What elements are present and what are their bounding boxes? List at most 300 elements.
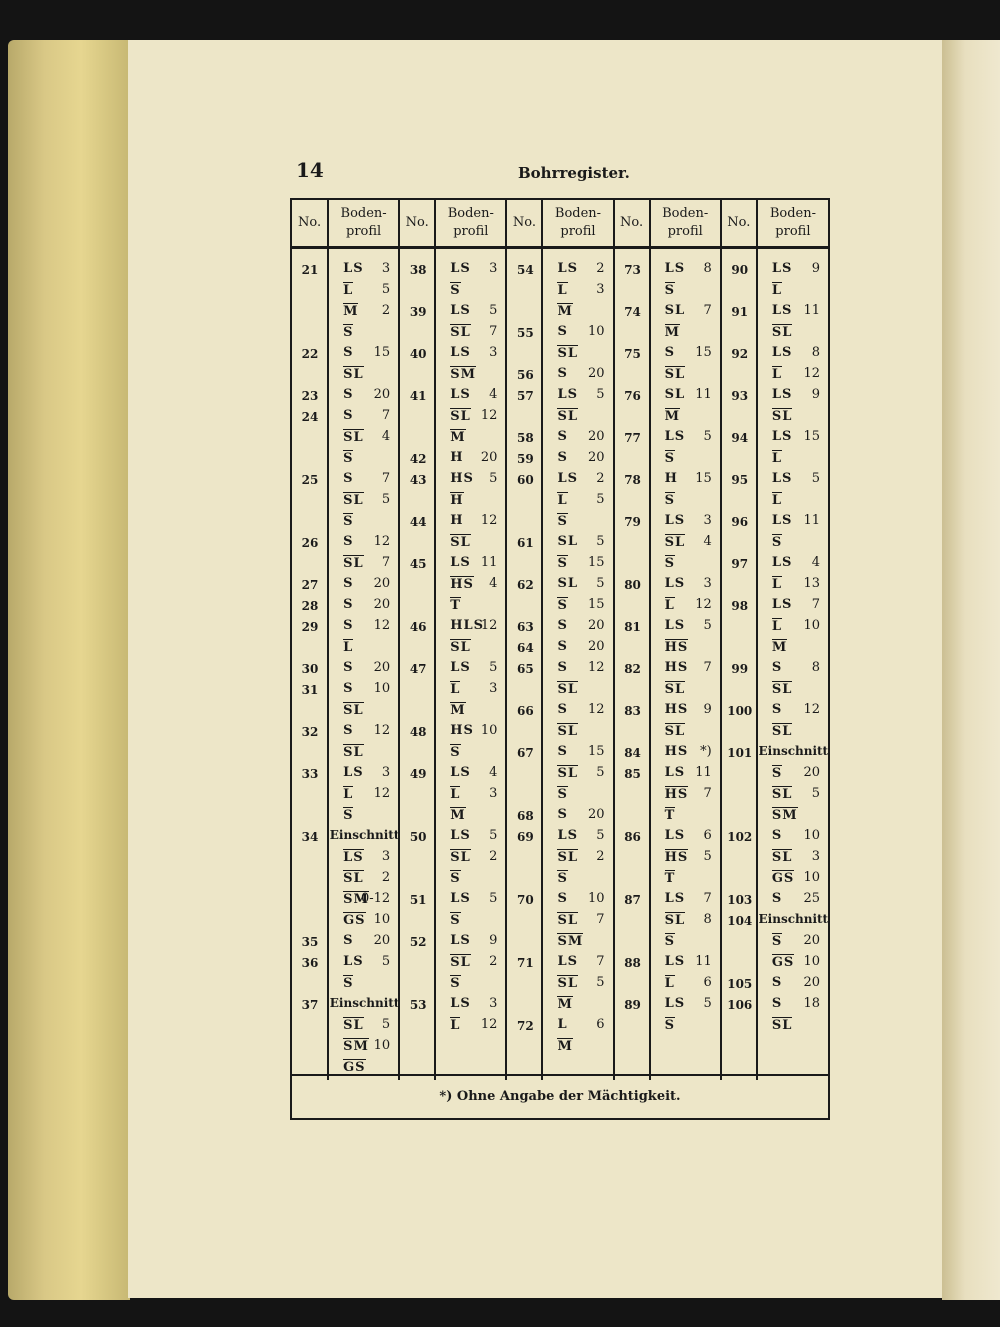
profile-line <box>436 450 505 471</box>
soil-type: LS <box>557 387 578 402</box>
profile-line <box>758 555 828 576</box>
profile-line <box>436 576 505 597</box>
number-spacer <box>722 870 756 891</box>
boring-number <box>400 765 434 786</box>
layer-thickness: 3 <box>489 996 498 1011</box>
boring-number <box>292 954 327 975</box>
profile-line <box>758 387 828 408</box>
boring-number <box>615 471 649 492</box>
layer-thickness: 20 <box>373 576 391 591</box>
boring-number <box>400 513 434 534</box>
number-spacer <box>615 408 649 429</box>
profile-line <box>651 807 720 828</box>
boring-number <box>722 261 756 282</box>
soil-type: S <box>664 556 676 571</box>
layer-thickness: 5 <box>703 849 712 864</box>
soil-type: SL <box>771 724 793 739</box>
profile-line <box>758 261 828 282</box>
profile-line <box>758 807 828 828</box>
number-spacer <box>292 282 327 303</box>
boring-number <box>292 597 327 618</box>
profile-line <box>436 660 505 681</box>
number-spacer <box>615 492 649 513</box>
layer-thickness: 5 <box>703 996 712 1011</box>
soil-type: SL <box>664 303 686 318</box>
soil-type: HS <box>664 744 689 759</box>
layer-thickness: 10 <box>373 1038 391 1053</box>
boring-number-value: 72 <box>517 1019 534 1033</box>
number-spacer <box>292 513 327 534</box>
profile-line <box>543 786 612 807</box>
boring-number-value: 30 <box>301 662 319 676</box>
soil-type: S <box>450 283 461 298</box>
boring-number <box>615 303 649 324</box>
number-spacer <box>507 870 541 891</box>
profile-line <box>651 345 720 366</box>
number-spacer <box>722 849 756 870</box>
section-label: Einschnitt <box>758 744 829 758</box>
boring-number <box>722 660 756 681</box>
profile-line <box>651 387 720 408</box>
soil-type: LS <box>557 828 578 843</box>
soil-type: T <box>664 808 676 823</box>
soil-type: LS <box>771 261 793 276</box>
boring-number <box>292 261 327 282</box>
profile-line <box>543 303 612 324</box>
number-spacer <box>292 786 327 807</box>
layer-thickness: 12 <box>695 597 712 612</box>
profile-line <box>329 660 398 681</box>
soil-type: L <box>771 619 782 634</box>
soil-type: HLS <box>450 618 485 633</box>
boring-number <box>292 933 327 954</box>
number-spacer <box>615 639 649 660</box>
soil-type: L <box>557 493 568 508</box>
number-spacer <box>722 807 756 828</box>
boring-number <box>292 345 327 366</box>
header-bodenprofil: Boden-profil <box>542 200 613 248</box>
profile-line <box>651 492 720 513</box>
layer-thickness: 15 <box>588 555 605 570</box>
layer-thickness: 10 <box>588 891 605 906</box>
profile-line <box>651 1017 720 1038</box>
soil-type: SL <box>664 724 686 739</box>
number-spacer <box>507 345 541 366</box>
profile-line <box>436 996 505 1017</box>
profile-line <box>329 282 398 303</box>
boring-number <box>507 891 541 912</box>
profile-line <box>651 744 720 765</box>
profile-line <box>758 1017 828 1038</box>
boring-number <box>722 387 756 408</box>
layer-thickness: 25 <box>803 891 820 906</box>
soil-type: SM <box>343 892 369 907</box>
number-spacer <box>400 849 434 870</box>
boring-number <box>722 891 756 912</box>
number-spacer <box>507 765 541 786</box>
boring-number-value: 73 <box>624 263 641 277</box>
boring-number <box>400 891 434 912</box>
number-spacer <box>615 1017 649 1038</box>
profile-line <box>651 996 720 1017</box>
soil-type: S <box>664 451 676 466</box>
layer-thickness: 12 <box>480 1017 498 1032</box>
boring-number-value: 102 <box>727 830 753 844</box>
number-spacer <box>400 870 434 891</box>
boring-number <box>292 618 327 639</box>
profile-line <box>543 576 612 597</box>
number-spacer <box>507 408 541 429</box>
number-spacer <box>615 282 649 303</box>
profile-line <box>651 534 720 555</box>
table-header-row <box>292 200 828 248</box>
profile-line <box>436 765 505 786</box>
number-spacer <box>615 450 649 471</box>
soil-type: S <box>557 598 568 613</box>
soil-type: L <box>343 283 354 298</box>
layer-thickness: 12 <box>803 702 820 717</box>
profile-line <box>436 807 505 828</box>
profile-line <box>543 555 612 576</box>
profile-line <box>651 681 720 702</box>
profile-line <box>329 681 398 702</box>
layer-thickness: 2 <box>489 849 498 864</box>
profile-line <box>543 828 612 849</box>
boring-number-value: 74 <box>624 305 641 319</box>
layer-thickness: 7 <box>489 324 498 339</box>
soil-type: S <box>771 766 783 781</box>
soil-type: SL <box>343 367 364 382</box>
soil-type: M <box>664 409 681 424</box>
layer-thickness: 10 <box>803 870 820 885</box>
boring-number <box>400 471 434 492</box>
boring-number <box>507 954 541 975</box>
boring-number <box>615 345 649 366</box>
number-spacer <box>400 282 434 303</box>
soil-type: S <box>343 808 354 823</box>
soil-type: M <box>450 808 466 823</box>
number-spacer <box>292 303 327 324</box>
profile-line <box>651 660 720 681</box>
number-spacer <box>507 597 541 618</box>
boring-number <box>400 450 434 471</box>
number-spacer <box>292 744 327 765</box>
soil-type: S <box>343 325 354 340</box>
boring-number-value: 56 <box>517 368 534 382</box>
boring-number-value: 24 <box>301 410 319 424</box>
layer-thickness: 4 <box>811 555 820 570</box>
soil-type: L <box>450 1018 461 1033</box>
layer-thickness: 10 <box>803 954 820 969</box>
layer-thickness: 13 <box>803 576 820 591</box>
profile-line <box>543 933 612 954</box>
profile-line <box>436 366 505 387</box>
layer-thickness: 2 <box>596 261 605 276</box>
soil-type: LS <box>664 954 686 969</box>
boring-number <box>507 324 541 345</box>
layer-thickness: 10 <box>373 912 391 927</box>
soil-type: S <box>771 996 783 1011</box>
boring-number <box>400 345 434 366</box>
profil-column <box>757 248 828 1081</box>
profile-line <box>436 534 505 555</box>
boring-number-value: 57 <box>517 389 534 403</box>
layer-thickness: 9 <box>703 702 712 717</box>
soil-type: S <box>343 471 354 486</box>
soil-type: S <box>557 556 568 571</box>
profile-line <box>543 492 612 513</box>
layer-thickness: 6 <box>596 1017 605 1032</box>
boring-number <box>507 639 541 660</box>
soil-type: L <box>771 367 782 382</box>
soil-type: S <box>664 345 676 360</box>
soil-type: L <box>557 283 568 298</box>
layer-thickness: 8 <box>703 261 712 276</box>
boring-number-value: 36 <box>301 956 319 970</box>
layer-thickness: 20 <box>373 597 391 612</box>
soil-type: M <box>771 640 788 655</box>
soil-type: LS <box>664 996 686 1011</box>
profile-line <box>758 723 828 744</box>
bohrregister-table <box>292 200 828 1080</box>
boring-number <box>400 996 434 1017</box>
soil-type: L <box>771 577 782 592</box>
profile-line <box>651 408 720 429</box>
number-spacer <box>400 975 434 996</box>
boring-number <box>507 534 541 555</box>
soil-type: LS <box>557 261 578 276</box>
profile-line <box>436 744 505 765</box>
soil-type: S <box>450 745 461 760</box>
boring-number-value: 94 <box>731 431 749 445</box>
profile-line <box>436 429 505 450</box>
boring-number-value: 84 <box>624 746 641 760</box>
soil-type: LS <box>664 828 686 843</box>
no-column <box>506 248 542 1081</box>
profile-line <box>329 303 398 324</box>
soil-type: S <box>557 450 568 465</box>
layer-thickness: 10 <box>373 681 391 696</box>
profil-column <box>328 248 399 1081</box>
boring-number <box>615 513 649 534</box>
number-spacer <box>722 282 756 303</box>
profile-line <box>543 387 612 408</box>
boring-number <box>615 828 649 849</box>
boring-number-value: 34 <box>301 830 319 844</box>
soil-type: L <box>450 787 461 802</box>
profile-line <box>329 492 398 513</box>
soil-type: LS <box>664 429 686 444</box>
boring-number-value: 26 <box>301 536 319 550</box>
number-spacer <box>292 639 327 660</box>
boring-number <box>400 303 434 324</box>
layer-thickness: 7 <box>596 954 605 969</box>
profile-line <box>543 975 612 996</box>
profile-line <box>436 471 505 492</box>
soil-type: S <box>664 283 676 298</box>
profile-line <box>436 975 505 996</box>
profile-line <box>543 807 612 828</box>
boring-number-value: 35 <box>301 935 319 949</box>
profile-line <box>543 471 612 492</box>
soil-type: LS <box>771 471 793 486</box>
number-spacer <box>292 849 327 870</box>
profile-line <box>651 618 720 639</box>
profile-line <box>329 261 398 282</box>
number-spacer <box>507 282 541 303</box>
section-label: Einschnitt <box>329 996 400 1010</box>
boring-number-value: 54 <box>517 263 534 277</box>
profile-line <box>329 786 398 807</box>
layer-thickness: 20 <box>588 618 605 633</box>
layer-thickness: 15 <box>373 345 391 360</box>
soil-type: SL <box>557 850 578 865</box>
boring-number <box>507 576 541 597</box>
soil-type: LS <box>771 429 793 444</box>
boring-number <box>722 597 756 618</box>
layer-thickness: 5 <box>596 576 605 591</box>
header-bodenprofil: Boden-profil <box>650 200 721 248</box>
boring-number-value: 59 <box>517 452 534 466</box>
soil-type: SL <box>450 640 471 655</box>
profile-line <box>543 765 612 786</box>
layer-thickness: 12 <box>480 618 498 633</box>
profile-line <box>329 408 398 429</box>
profile-line <box>329 1017 398 1038</box>
boring-number <box>615 702 649 723</box>
profile-line <box>543 744 612 765</box>
profile-line <box>543 618 612 639</box>
boring-number <box>292 534 327 555</box>
profile-line <box>436 681 505 702</box>
boring-number <box>507 366 541 387</box>
profile-line <box>543 366 612 387</box>
boring-number-value: 81 <box>624 620 641 634</box>
soil-type: HS <box>664 850 689 865</box>
profile-line <box>651 786 720 807</box>
profile-line <box>543 408 612 429</box>
profile-line <box>758 744 828 765</box>
number-spacer <box>722 366 756 387</box>
boring-number <box>507 828 541 849</box>
profile-line <box>543 870 612 891</box>
boring-number-value: 105 <box>727 977 753 991</box>
profile-line <box>651 324 720 345</box>
profile-line <box>436 618 505 639</box>
bohrregister-table-frame <box>290 198 830 1120</box>
soil-type: LS <box>450 828 471 843</box>
number-spacer <box>400 681 434 702</box>
profile-line <box>758 471 828 492</box>
boring-number-value: 46 <box>409 620 427 634</box>
profile-line <box>543 639 612 660</box>
profile-line <box>329 933 398 954</box>
soil-type: LS <box>450 261 471 276</box>
layer-thickness: 10 <box>803 618 820 633</box>
soil-type: S <box>343 681 354 696</box>
profile-line <box>651 282 720 303</box>
layer-thickness: 10 <box>588 324 605 339</box>
profile-line <box>436 513 505 534</box>
profile-line <box>329 429 398 450</box>
number-spacer <box>507 786 541 807</box>
profile-line <box>436 408 505 429</box>
layer-thickness: 2 <box>596 471 605 486</box>
boring-number-value: 86 <box>624 830 641 844</box>
number-spacer <box>292 1038 327 1059</box>
boring-number-value: 97 <box>731 557 749 571</box>
soil-type: LS <box>771 345 793 360</box>
boring-number <box>292 765 327 786</box>
number-spacer <box>615 975 649 996</box>
layer-thickness: 5 <box>596 975 605 990</box>
layer-thickness: 4 <box>489 387 498 402</box>
layer-thickness: 7 <box>811 597 820 612</box>
layer-thickness: 4 <box>489 576 498 591</box>
soil-type: SL <box>450 955 471 970</box>
profile-line <box>543 702 612 723</box>
profile-line <box>329 639 398 660</box>
header-bodenprofil: Boden-profil <box>328 200 399 248</box>
profile-line <box>758 765 828 786</box>
profile-line <box>436 597 505 618</box>
boring-number <box>507 744 541 765</box>
soil-type: GS <box>343 1060 366 1075</box>
boring-number <box>722 702 756 723</box>
soil-type: LS <box>771 387 793 402</box>
profile-line <box>543 282 612 303</box>
boring-number-value: 88 <box>624 956 641 970</box>
number-spacer <box>292 1017 327 1038</box>
boring-number-value: 31 <box>301 683 319 697</box>
soil-type: S <box>557 324 568 339</box>
boring-number <box>507 807 541 828</box>
boring-number-value: 93 <box>731 389 749 403</box>
soil-type: S <box>343 933 354 948</box>
soil-type: SL <box>771 850 793 865</box>
number-spacer <box>292 429 327 450</box>
profile-line <box>436 1017 505 1038</box>
number-spacer <box>400 807 434 828</box>
boring-number <box>722 555 756 576</box>
profile-line <box>329 954 398 975</box>
soil-type: SM <box>450 367 477 382</box>
profile-line <box>329 765 398 786</box>
boring-number-value: 78 <box>624 473 641 487</box>
profile-line <box>329 996 398 1017</box>
soil-type: SL <box>771 325 793 340</box>
soil-type: S <box>664 934 676 949</box>
layer-thickness: 12 <box>803 366 820 381</box>
profile-line <box>436 555 505 576</box>
footnote: *) Ohne Angabe der Mächtigkeit. <box>292 1074 828 1118</box>
boring-number-value: 82 <box>624 662 641 676</box>
number-spacer <box>400 912 434 933</box>
boring-number-value: 43 <box>409 473 427 487</box>
profile-line <box>543 849 612 870</box>
boring-number-value: 87 <box>624 893 641 907</box>
layer-thickness: 3 <box>489 261 498 276</box>
profile-line <box>436 324 505 345</box>
layer-thickness: 20 <box>588 639 605 654</box>
soil-type: LS <box>450 996 471 1011</box>
profile-line <box>543 996 612 1017</box>
profile-line <box>329 849 398 870</box>
boring-number-value: 64 <box>517 641 534 655</box>
number-spacer <box>292 492 327 513</box>
number-spacer <box>722 681 756 702</box>
boring-number-value: 67 <box>517 746 534 760</box>
